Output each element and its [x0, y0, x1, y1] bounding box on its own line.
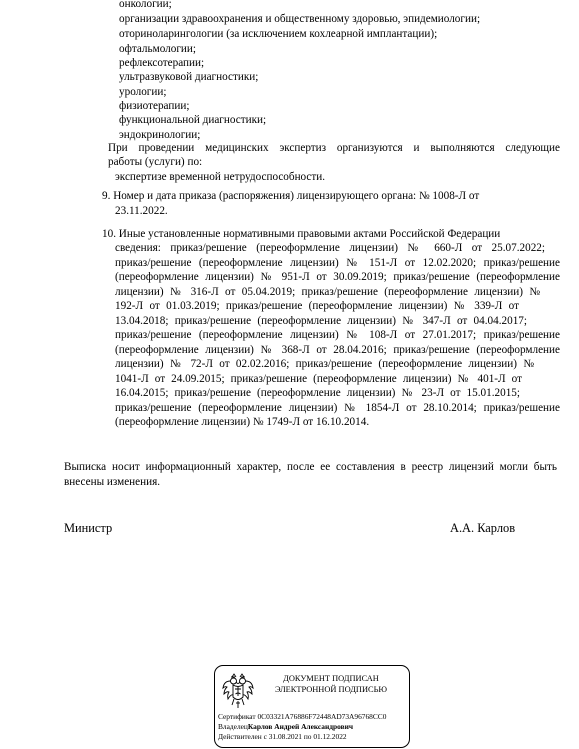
item-10-line: сведения: приказ/решение (переоформление лицензии) № 660-Л от 25.07.2022; — [115, 242, 545, 254]
stamp-owner: ВладелецКарлов Андрей Александрович — [218, 722, 354, 731]
specialty-item: ультразвуковой диагностики; — [119, 71, 259, 83]
signatory-name: А.А. Карлов — [450, 521, 516, 535]
specialty-item: урологии; — [119, 86, 167, 98]
coat-of-arms-emblem-icon — [221, 672, 255, 710]
item-10-line: приказ/решение (переоформление лицензии) № 151-Л от 12.02.2020; приказ/решение — [115, 257, 560, 269]
item-10-line: 16.04.2015; приказ/решение (переоформление лицензии) № 23-Л от 15.01.2015; — [115, 387, 520, 399]
stamp-title-line-2: ЭЛЕКТРОННОЙ ПОДПИСЬЮ — [274, 685, 388, 694]
specialty-item: оториноларингологии (за исключением кохлеарной имплантации); — [119, 28, 438, 40]
expertise-line-3: экспертизе временной нетрудоспособности. — [115, 171, 326, 183]
item-10-line: (переоформление лицензии) № 368-Л от 28.04.2016; приказ/решение (переоформление — [115, 344, 560, 356]
specialty-item: онкологии; — [119, 0, 172, 10]
specialty-item: эндокринологии; — [119, 129, 201, 141]
specialty-item: офтальмологии; — [119, 43, 196, 55]
item-9-line-1: 9. Номер и дата приказа (распоряжения) лицензирующего органа: № 1008-Л от — [102, 190, 480, 202]
specialty-item: рефлексотерапии; — [119, 57, 205, 69]
item-10-line: приказ/решение (переоформление лицензии) № 1854-Л от 28.10.2014; приказ/решение — [115, 402, 560, 414]
item-10-line-1: 10. Иные установленные нормативными правовыми актами Российской Федерации — [102, 228, 501, 240]
item-10-line: лицензии) № 316-Л от 05.04.2019; приказ/решение (переоформление лицензии) № — [115, 286, 540, 298]
specialty-item: организации здравоохранения и общественному здоровью, эпидемиологии; — [119, 13, 481, 25]
expertise-line-1: При проведении медицинских экспертиз организуются и выполняются следующие — [108, 142, 560, 154]
stamp-title-line-1: ДОКУМЕНТ ПОДПИСАН — [283, 674, 379, 683]
item-10-line: 13.04.2018; приказ/решение (переоформление лицензии) № 347-Л от 04.04.2017; — [115, 315, 527, 327]
specialty-item: функциональной диагностики; — [119, 114, 267, 126]
info-note-line-2: внесены изменения. — [64, 476, 161, 488]
signatory-position: Министр — [64, 521, 113, 535]
electronic-signature-stamp — [214, 665, 410, 748]
stamp-certificate: Сертификат 0C03321A76886F72448AD73A96768CC0 — [218, 712, 387, 721]
item-10-line: лицензии) № 72-Л от 02.02.2016; приказ/решение (переоформление лицензии) № — [115, 358, 534, 370]
specialty-item: физиотерапии; — [119, 100, 190, 112]
item-10-line: (переоформление лицензии) № 951-Л от 30.09.2019; приказ/решение (переоформление — [115, 271, 560, 283]
expertise-line-2: работы (услуги) по: — [108, 156, 203, 168]
item-10-line: приказ/решение (переоформление лицензии) № 108-Л от 27.01.2017; приказ/решение — [115, 329, 560, 341]
item-9-line-2: 23.11.2022. — [115, 205, 168, 217]
item-10-line: (переоформление лицензии) № 1749-Л от 16.10.2014. — [115, 416, 370, 428]
item-10-line: 192-Л от 01.03.2019; приказ/решение (переоформление лицензии) № 339-Л от — [115, 300, 519, 312]
stamp-validity: Действителен с 31.08.2021 по 01.12.2022 — [218, 732, 347, 741]
info-note-line-1: Выписка носит информационный характер, после ее составления в реестр лицензий могли быть — [64, 461, 557, 473]
item-10-line: 1041-Л от 24.09.2015; приказ/решение (переоформление лицензии) № 401-Л от — [115, 373, 522, 385]
